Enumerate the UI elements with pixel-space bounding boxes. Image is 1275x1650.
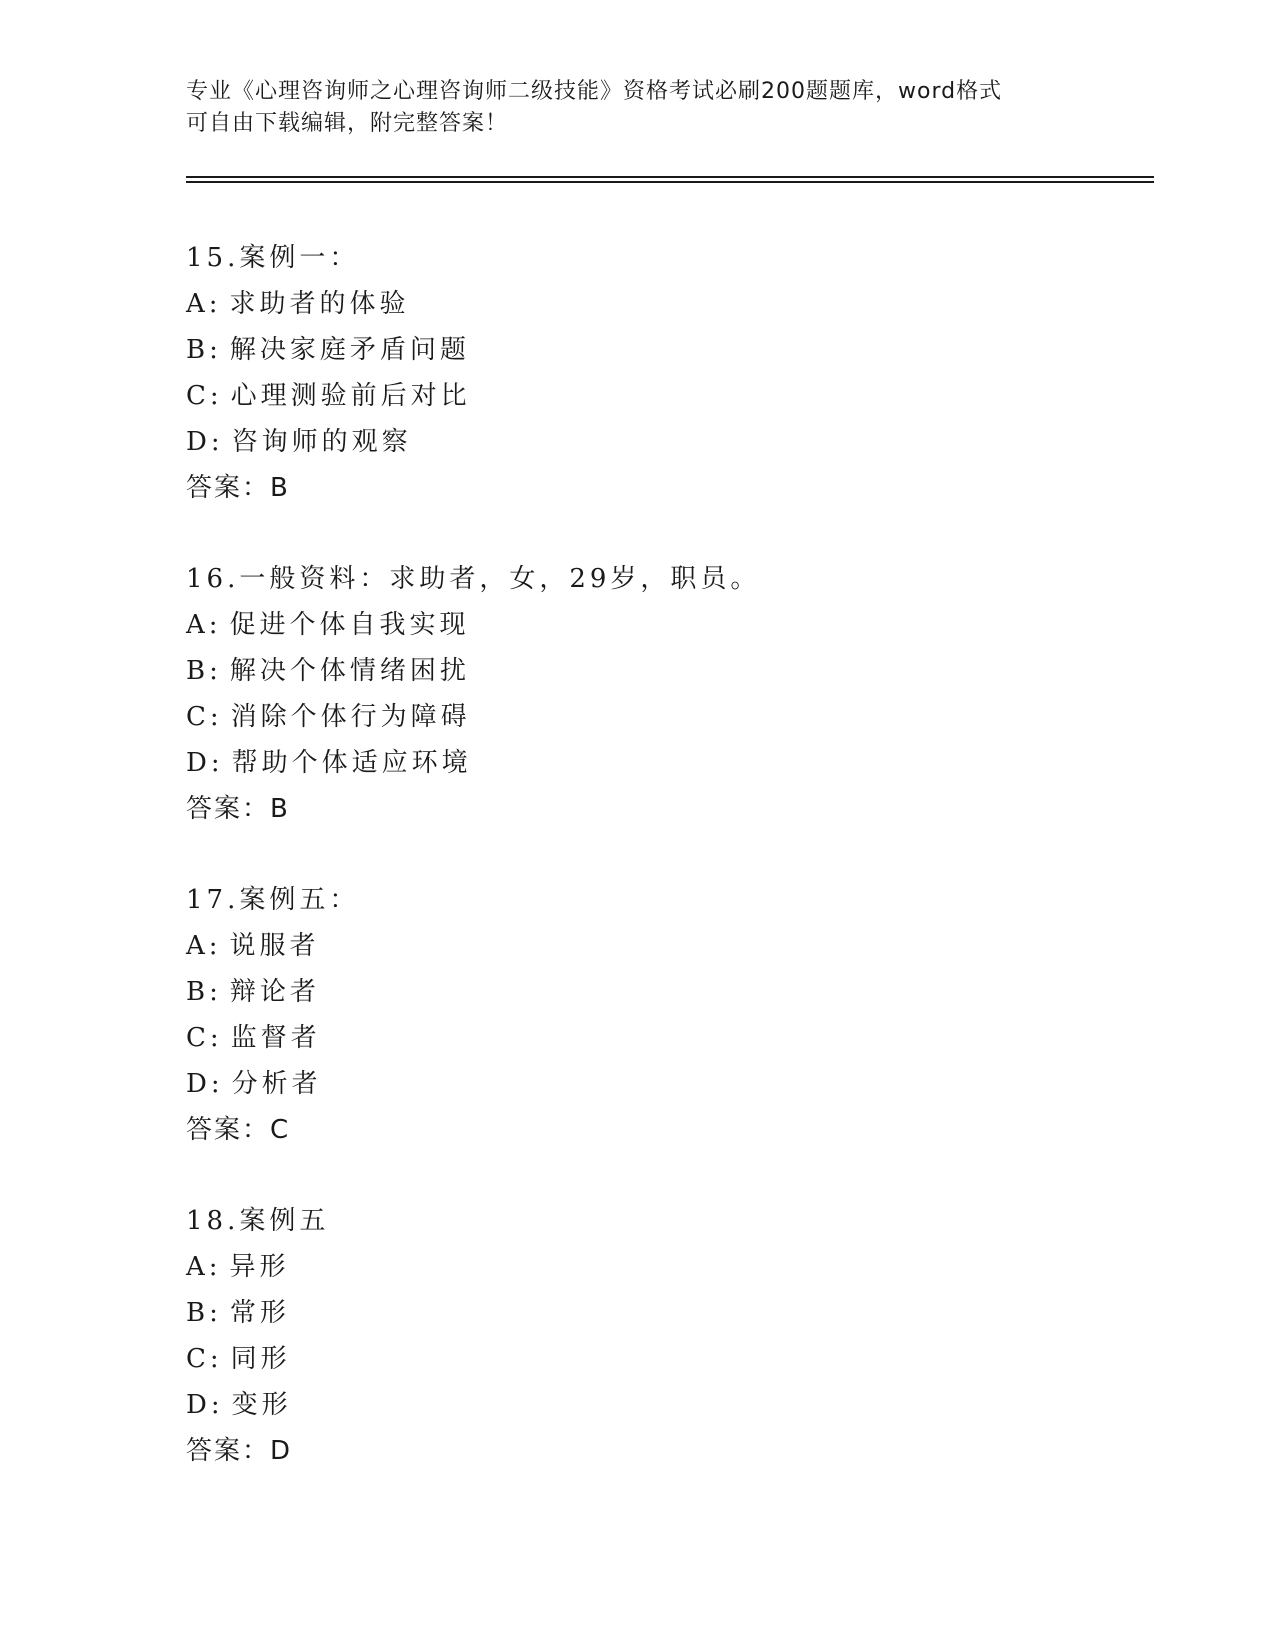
- option-text: 解决个体情绪困扰: [229, 656, 470, 686]
- question-stem: 15.案例一：: [186, 243, 360, 273]
- option-letter: B:: [186, 656, 222, 686]
- option-d: [186, 419, 1146, 465]
- option-a: [186, 281, 1146, 327]
- option-text: 解决家庭矛盾问题: [229, 335, 470, 365]
- header-line-2: 可自由下载编辑，附完整答案！: [186, 111, 509, 136]
- question-stem: 17.案例五：: [186, 885, 360, 915]
- option-text: 促进个体自我实现: [229, 610, 470, 640]
- answer-line: 答案：B: [186, 473, 290, 503]
- option-text: 消除个体行为障碍: [230, 702, 471, 732]
- option-d: [186, 1061, 1146, 1107]
- option-letter: B:: [186, 1298, 222, 1328]
- option-c: [186, 694, 1146, 740]
- question-18: [186, 1198, 1146, 1474]
- option-text: 咨询师的观察: [231, 427, 412, 457]
- question-17: [186, 877, 1146, 1153]
- option-letter: B:: [186, 977, 222, 1007]
- option-letter: D:: [186, 1069, 224, 1099]
- option-b: [186, 327, 1146, 373]
- header-divider-bottom: [186, 181, 1154, 183]
- option-c: [186, 373, 1146, 419]
- option-letter: A:: [186, 289, 222, 319]
- option-d: [186, 1382, 1146, 1428]
- option-a: [186, 923, 1146, 969]
- option-text: 监督者: [230, 1023, 321, 1053]
- option-c: [186, 1015, 1146, 1061]
- option-text: 常形: [229, 1298, 290, 1328]
- option-d: [186, 740, 1146, 786]
- option-letter: B:: [186, 335, 222, 365]
- option-c: [186, 1336, 1146, 1382]
- option-a: [186, 1244, 1146, 1290]
- option-letter: D:: [186, 1390, 224, 1420]
- option-text: 辩论者: [229, 977, 320, 1007]
- option-text: 分析者: [231, 1069, 322, 1099]
- option-letter: D:: [186, 748, 224, 778]
- option-b: [186, 648, 1146, 694]
- option-letter: C:: [186, 1344, 223, 1374]
- question-stem: 18.案例五: [186, 1206, 330, 1236]
- option-letter: C:: [186, 381, 223, 411]
- option-letter: C:: [186, 1023, 223, 1053]
- option-text: 求助者的体验: [229, 289, 410, 319]
- option-a: [186, 602, 1146, 648]
- header-line-1: 专业《心理咨询师之心理咨询师二级技能》资格考试必刷200题题库，word格式: [186, 79, 1003, 104]
- option-letter: A:: [186, 610, 222, 640]
- header-divider-top: [186, 176, 1154, 178]
- option-b: [186, 1290, 1146, 1336]
- question-stem: 16.一般资料：求助者，女，29岁，职员。: [186, 564, 761, 594]
- option-text: 同形: [230, 1344, 291, 1374]
- question-list: [186, 235, 1146, 1519]
- option-text: 说服者: [229, 931, 320, 961]
- answer-line: 答案：C: [186, 1115, 291, 1145]
- option-text: 变形: [231, 1390, 292, 1420]
- option-letter: A:: [186, 931, 222, 961]
- document-header: [186, 76, 1086, 140]
- option-letter: C:: [186, 702, 223, 732]
- answer-line: 答案：B: [186, 794, 290, 824]
- option-text: 帮助个体适应环境: [231, 748, 472, 778]
- option-letter: A:: [186, 1252, 222, 1282]
- question-16: [186, 556, 1146, 832]
- question-15: [186, 235, 1146, 511]
- option-text: 异形: [229, 1252, 290, 1282]
- answer-line: 答案：D: [186, 1436, 293, 1466]
- option-b: [186, 969, 1146, 1015]
- option-text: 心理测验前后对比: [230, 381, 471, 411]
- option-letter: D:: [186, 427, 224, 457]
